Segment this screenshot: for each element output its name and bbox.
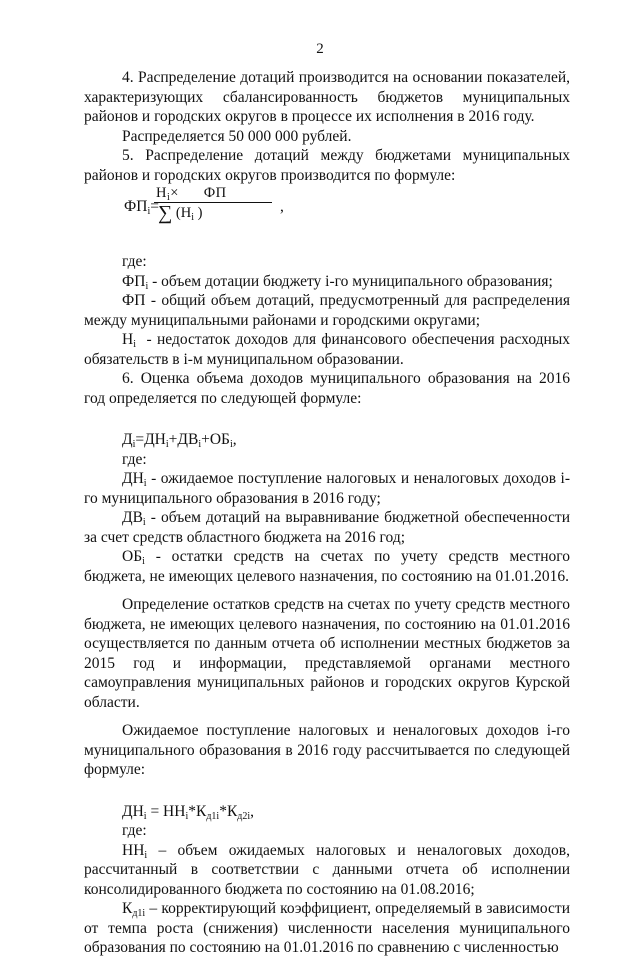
paragraph-6: 6. Оценка объема доходов муниципального образования на 2016 год определяется по следующей формуле: [84,370,570,407]
definition-hi: $Н_i$ - недостаток доходов для финансового обеспечения расходных обязательств в i-м муниципальном образовании. [84,331,574,368]
tax-income-formula: $ДН_i = НН_i*К_{д1i}*К_{д2i}$, [122,802,255,822]
page-number: 2 [316,41,324,57]
definition-dni: $ДН_i$ - ожидаемое поступление налоговых и неналоговых доходов i-го муниципального образования в 2016 году; [84,470,570,507]
income-formula: $Д_i=ДН_i+ДВ_i+ОБ_i$, [122,431,237,450]
definition-fp: ФП - общий объем дотаций, предусмотренный для распределения между муниципальными районами и городскими округами; [84,292,570,329]
formula-denominator: ∑ ($Н_i$ ) [158,202,203,224]
paragraph-remains: Определение остатков средств на счетах по учету средств местного бюджета, не имеющих целевого назначения, по состоянию на 01.01.2016 осуществляется по данным отчета об исполнении местных бюджетов за 2015 год и информации, представляемой органами местного самоуправления муниципальных районов и городских округов Курской области. [84,596,570,711]
formula-comma: , [280,198,284,215]
distribution-formula [124,187,570,243]
where-label-2: где: [122,450,147,468]
paragraph-5: 5. Распределение дотаций между бюджетами муниципальных районов и городских округов производится по формуле: [84,147,570,184]
formula-numerator: $Н_i\times$ ФП [156,185,227,203]
definition-fpi: $ФП_i$ - объем дотации бюджету i-го муниципального образования; [122,272,553,292]
where-label-3: где: [122,822,147,839]
paragraph-4: 4. Распределение дотаций производится на основании показателей, характеризующих сбалансированность бюджетов муниципальных районов и городских округов в процессе их исполнения в 2016 году. [84,69,570,125]
definition-kd1i: $К_{д1i}$ – корректирующий коэффициент, определяемый в зависимости от темпа роста (снижения) численности населения муниципального образования по состоянию на 01.01.2016 по сравнению с численностью [84,900,570,956]
definition-obi: $ОБ_i$ - остатки средств на счетах по учету средств местного бюджета, не имеющих целевого назначения, по состоянию на 01.01.2016. [84,548,570,585]
where-label-1: где: [122,253,147,270]
document-body [84,68,574,958]
paragraph-expected: Ожидаемое поступление налоговых и неналоговых доходов i-го муниципального образования в 2016 году рассчитывается по следующей формуле: [84,722,570,778]
formula-lhs: $ФП_i=$ [124,198,159,217]
definition-dvi: $ДВ_i$ - объем дотаций на выравнивание бюджетной обеспеченности за счет средств областного бюджета на 2016 год; [84,509,570,546]
distributed-amount: Распределяется 50 000 000 рублей. [122,127,352,145]
definition-nni: $НН_i$ – объем ожидаемых налоговых и неналоговых доходов, рассчитанный в соответствии с данными отчета об исполнении консолидированного бюджета по состоянию на 01.08.2016; [84,841,570,898]
